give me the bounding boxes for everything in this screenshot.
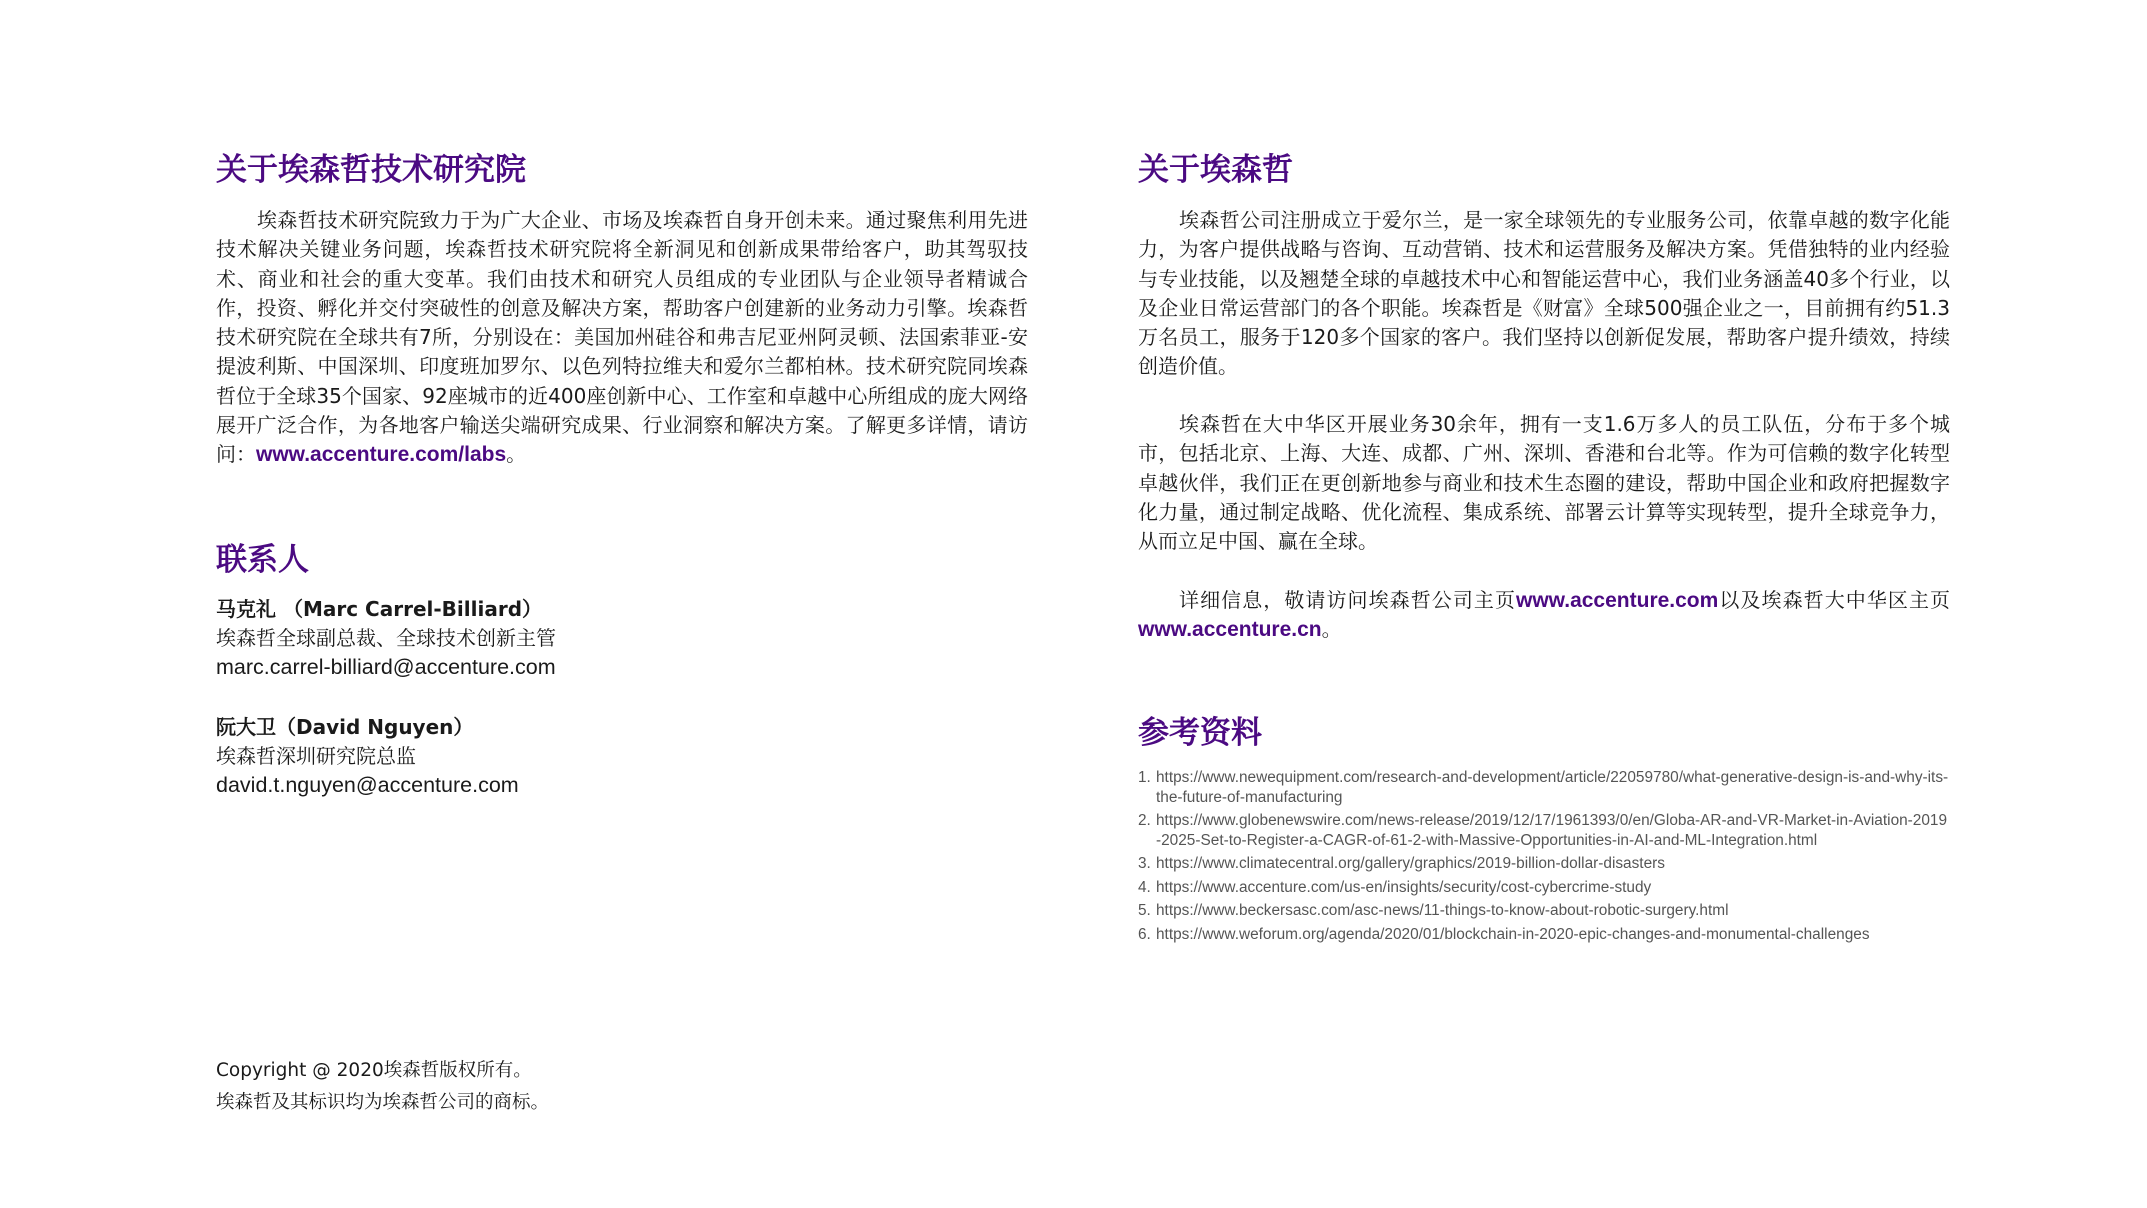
reference-number: 3. xyxy=(1138,855,1151,872)
contact-card xyxy=(216,713,519,800)
references-heading: 参考资料 xyxy=(1138,715,1262,751)
reference-url[interactable]: https://www.newequipment.com/research-and-development/article/22059780/what-generative-design-is-and-why-its-the-future-of-manufacturing xyxy=(1156,769,1949,806)
labs-heading: 关于埃森哲技术研究院 xyxy=(216,152,526,188)
reference-number: 2. xyxy=(1138,812,1151,829)
contact-email[interactable]: david.t.nguyen@accenture.com xyxy=(216,773,519,797)
references-list xyxy=(1138,768,1950,948)
about-p3-end: 。 xyxy=(1321,617,1342,642)
copyright-footer xyxy=(216,1055,549,1119)
reference-number: 4. xyxy=(1138,878,1151,896)
reference-url[interactable]: https://www.accenture.com/us-en/insights/security/cost-cybercrime-study xyxy=(1156,878,1652,896)
contact-name: 马克礼 （Marc Carrel-Billiard） xyxy=(216,597,543,621)
reference-item xyxy=(1138,854,1950,874)
contact-email[interactable]: marc.carrel-billiard@accenture.com xyxy=(216,655,556,679)
reference-item xyxy=(1138,768,1950,807)
about-paragraph-2: 埃森哲在大中华区开展业务30余年，拥有一支1.6万多人的员工队伍，分布于多个城市，包括北京、上海、大连、成都、广州、深圳、香港和台北等。作为可信赖的数字化转型卓越伙伴，我们正在更创新地参与商业和技术生态圈的建设，帮助中国企业和政府把握数字化力量，通过制定战略、优化流程、集成系统、部署云计算等实现转型，提升全球竞争力，从而立足中国、赢在全球。 xyxy=(1138,412,1950,554)
reference-item xyxy=(1138,878,1950,898)
reference-item xyxy=(1138,901,1950,921)
reference-url[interactable]: https://www.weforum.org/agenda/2020/01/blockchain-in-2020-epic-changes-and-monumental-challenges xyxy=(1156,925,1870,943)
accenture-cn-link[interactable]: www.accenture.cn xyxy=(1138,618,1322,642)
reference-url[interactable]: https://www.globenewswire.com/news-release/2019/12/17/1961393/0/en/Globa-AR-and-VR-Market-in-Aviation-2019-2025-Set-to-Register-a-CAGR-of-61-2-with-Massive-Opportunities-in-AI-and-ML-Integration.html xyxy=(1156,812,1948,849)
about-heading: 关于埃森哲 xyxy=(1138,152,1293,188)
contact-name: 阮大卫（David Nguyen） xyxy=(216,715,474,739)
about-paragraph-1: 埃森哲公司注册成立于爱尔兰，是一家全球领先的专业服务公司，依靠卓越的数字化能力，为客户提供战略与咨询、互动营销、技术和运营服务及解决方案。凭借独特的业内经验与专业技能，以及翘楚全球的卓越技术中心和智能运营中心，我们业务涵盖40多个行业，以及企业日常运营部门的各个职能。埃森哲是《财富》全球500强企业之一，目前拥有约51.3万名员工，服务于120多个国家的客户。我们坚持以创新促发展，帮助客户提升绩效，持续创造价值。 xyxy=(1138,208,1950,379)
contact-title: 埃森哲全球副总裁、全球技术创新主管 xyxy=(216,626,556,650)
reference-item xyxy=(1138,925,1950,945)
about-p3-text-a: 详细信息，敬请访问埃森哲公司主页 xyxy=(1179,588,1517,612)
contacts-heading: 联系人 xyxy=(216,542,309,578)
about-paragraph-3 xyxy=(1138,586,1950,645)
reference-url[interactable]: https://www.beckersasc.com/asc-news/11-things-to-know-about-robotic-surgery.html xyxy=(1156,902,1729,919)
contact-title: 埃森哲深圳研究院总监 xyxy=(216,744,416,768)
labs-body-end: 。 xyxy=(506,442,527,467)
labs-link[interactable]: www.accenture.com/labs xyxy=(256,443,507,467)
reference-url[interactable]: https://www.climatecentral.org/gallery/graphics/2019-billion-dollar-disasters xyxy=(1156,855,1665,872)
reference-number: 1. xyxy=(1138,769,1151,786)
reference-item xyxy=(1138,811,1950,850)
copyright-line: Copyright @ 2020埃森哲版权所有。 xyxy=(216,1060,532,1081)
accenture-com-link[interactable]: www.accenture.com xyxy=(1516,589,1719,612)
about-p3-text-b: 以及埃森哲大中华区主页 xyxy=(1718,588,1951,612)
trademark-line: 埃森哲及其标识均为埃森哲公司的商标。 xyxy=(216,1092,550,1113)
labs-paragraph xyxy=(216,206,1028,470)
labs-body-text: 埃森哲技术研究院致力于为广大企业、市场及埃森哲自身开创未来。通过聚焦利用先进技术解决关键业务问题，埃森哲技术研究院将全新洞见和创新成果带给客户，助其驾驭技术、商业和社会的重大变革。我们由技术和研究人员组成的专业团队与企业领导者精诚合作，投资、孵化并交付突破性的创意及解决方案，帮助客户创建新的业务动力引擎。埃森哲技术研究院在全球共有7所，分别设在：美国加州硅谷和弗吉尼亚州阿灵顿、法国索菲亚-安提波利斯、中国深圳、印度班加罗尔、以色列特拉维夫和爱尔兰都柏林。技术研究院同埃森哲位于全球35个国家、92座城市的近400座创新中心、工作室和卓越中心所组成的庞大网络展开广泛合作，为各地客户输送尖端研究成果、行业洞察和解决方案。了解更多详情，请访问： xyxy=(216,208,1028,467)
contact-card xyxy=(216,595,556,682)
reference-number: 5. xyxy=(1138,902,1151,919)
reference-number: 6. xyxy=(1138,925,1151,943)
